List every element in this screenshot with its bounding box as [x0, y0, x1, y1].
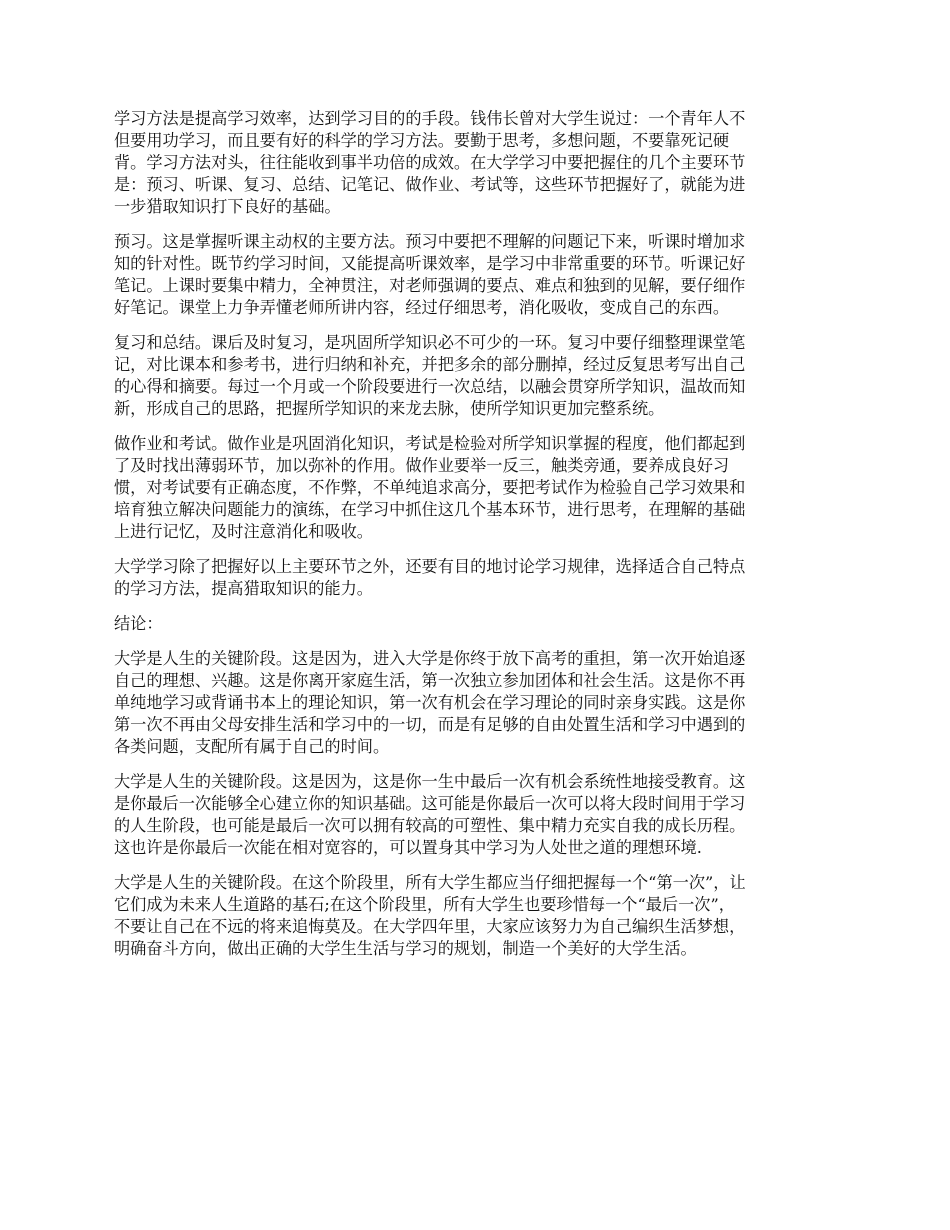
paragraph-homework-exams: 做作业和考试。做作业是巩固消化知识，考试是检验对所学知识掌握的程度，他们都起到 了及时找出薄弱环节，加以弥补的作用。做作业要举一反三，触类旁通，要养成良好习 惯，对考试要有正确态度，不作弊，不单纯追求高分，要把考试作为检验自己学习效果和 培育独立解决问题能力的演练，在学习中抓住这几个基本环节，进行思考，在理解的基础 上进行记忆，及时注意消化和吸收。 [114, 434, 746, 541]
paragraph-conclusion-last: 大学是人生的关键阶段。这是因为，这是你一生中最后一次有机会系统性地接受教育。这 是你最后一次能够全心建立你的知识基础。这可能是你最后一次可以将大段时间用于学习 的人生阶段，也可能是最后一次可以拥有较高的可塑性、集中精力充实自我的成长历程。 这也许是你最后一次能在相对宽容的，可以置身其中学习为人处世之道的理想环境. [114, 772, 746, 857]
document-body [114, 108, 842, 973]
paragraph-conclusion-plan: 大学是人生的关键阶段。在这个阶段里，所有大学生都应当仔细把握每一个“第一次”，让 它们成为未来人生道路的基石;在这个阶段里，所有大学生也要珍惜每一个“最后一次”， 不要让自己在不远的将来追悔莫及。在大学四年里，大家应该努力为自己编织生活梦想， 明确奋斗方向，做出正确的大学生生活与学习的规划，制造一个美好的大学生活。 [114, 873, 746, 958]
paragraph-preview: 预习。这是掌握听课主动权的主要方法。预习中要把不理解的问题记下来，听课时增加求 知的针对性。既节约学习时间，又能提高听课效率，是学习中非常重要的环节。听课记好 笔记。上课时要集中精力，全神贯注，对老师强调的要点、难点和独到的见解，要仔细作 好笔记。课堂上力争弄懂老师所讲内容，经过仔细思考，消化吸收，变成自己的东西。 [114, 232, 746, 317]
conclusion-heading: 结论： [114, 614, 163, 633]
paragraph-learning-rules: 大学学习除了把握好以上主要环节之外，还要有目的地讨论学习规律，选择适合自己特点 的学习方法，提高猎取知识的能力。 [114, 557, 746, 598]
paragraph-study-methods-intro: 学习方法是提高学习效率，达到学习目的的手段。钱伟长曾对大学生说过：一个青年人不 但要用功学习，而且要有好的科学的学习方法。要勤于思考，多想问题，不要靠死记硬 背。学习方法对头，往往能收到事半功倍的成效。在大学学习中要把握住的几个主要环节 是：预习、听课、复习、总结、记笔记、做作业、考试等，这些环节把握好了，就能为进 一步猎取知识打下良好的基础。 [114, 109, 746, 216]
paragraph-conclusion-first: 大学是人生的关键阶段。这是因为，进入大学是你终于放下高考的重担，第一次开始追逐 自己的理想、兴趣。这是你离开家庭生活，第一次独立参加团体和社会生活。这是你不再 单纯地学习或背诵书本上的理论知识，第一次有机会在学习理论的同时亲身实践。这是你 第一次不再由父母安排生活和学习中的一切，而是有足够的自由处置生活和学习中遇到的 各类问题，支配所有属于自己的时间。 [114, 649, 746, 756]
paragraph-review-summary: 复习和总结。课后及时复习，是巩固所学知识必不可少的一环。复习中要仔细整理课堂笔 记，对比课本和参考书，进行归纳和补充，并把多余的部分删掉，经过反复思考写出自己 的心得和摘要。每过一个月或一个阶段要进行一次总结，以融会贯穿所学知识，温故而知 新，形成自己的思路，把握所学知识的来龙去脉，使所学知识更加完整系统。 [114, 333, 746, 418]
